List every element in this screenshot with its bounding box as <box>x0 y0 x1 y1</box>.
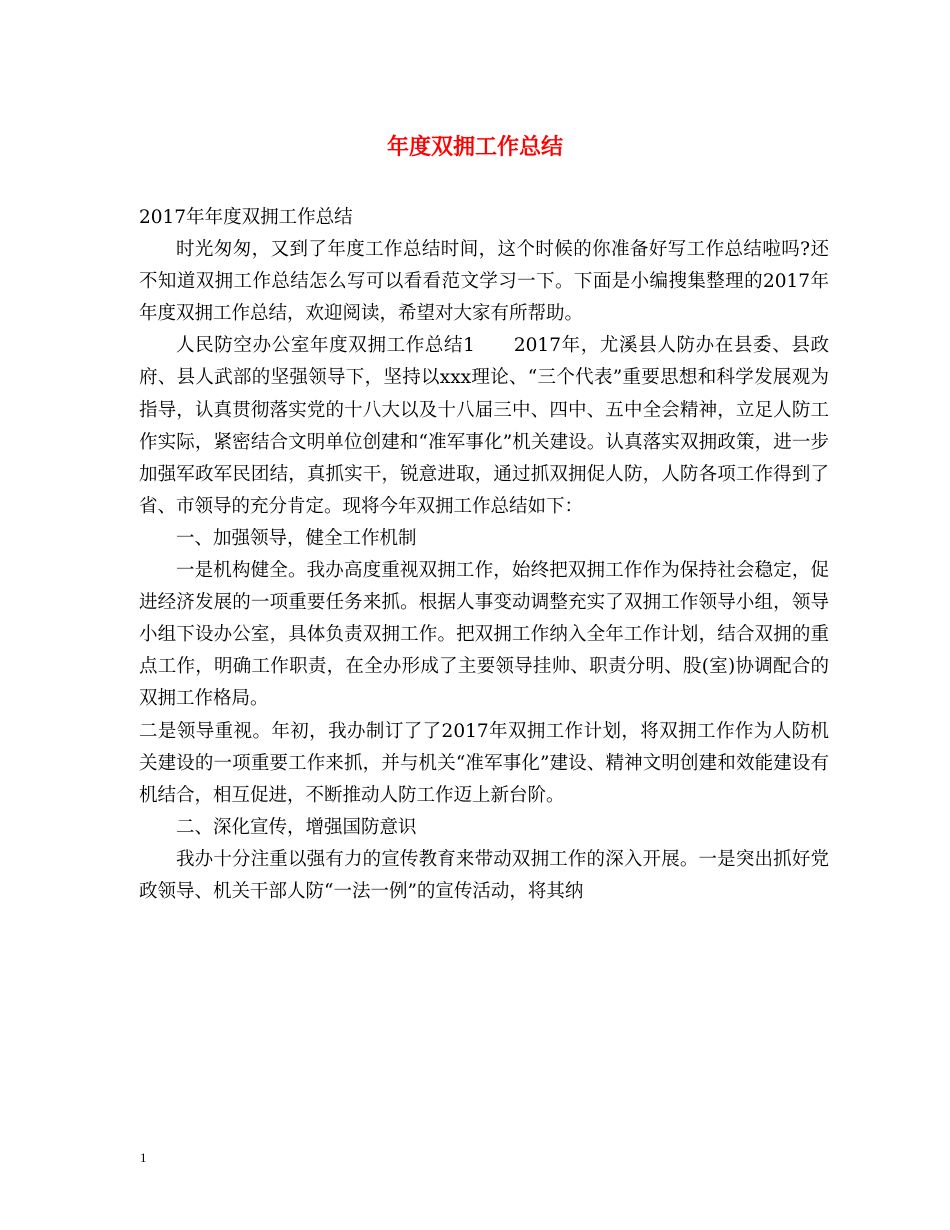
document-body <box>139 202 829 908</box>
page-number: 1 <box>140 1150 147 1165</box>
paragraph-intro: 时光匆匆，又到了年度工作总结时间，这个时候的你准备好写工作总结啦吗?还不知道双拥工作总结怎么写可以看看范文学习一下。下面是小编搜集整理的2017年年度双拥工作总结，欢迎阅读，希望对大家有所帮助。 <box>139 239 829 325</box>
section-heading-1: 一、加强领导，健全工作机制 <box>176 527 417 549</box>
document-subtitle: 2017年年度双拥工作总结 <box>139 207 353 228</box>
paragraph-organization: 一是机构健全。我办高度重视双拥工作，始终把双拥工作作为保持社会稳定，促进经济发展的一项重要任务来抓。根据人事变动调整充实了双拥工作领导小组，领导小组下设办公室，具体负责双拥工作。把双拥工作纳入全年工作计划，结合双拥的重点工作，明确工作职责，在全办形成了主要领导挂帅、职责分明、股(室)协调配合的双拥工作格局。 <box>139 560 829 710</box>
paragraph-overview: 人民防空办公室年度双拥工作总结1 2017年，尤溪县人防办在县委、县政府、县人武部的坚强领导下，坚持以xxx理论、“三个代表”重要思想和科学发展观为指导，认真贯彻落实党的十八大以及十八届三中、四中、五中全会精神，立足人防工作实际，紧密结合文明单位创建和“准军事化”机关建设。认真落实双拥政策，进一步加强军政军民团结，真抓实干，锐意进取，通过抓双拥促人防，人防各项工作得到了省、市领导的充分肯定。现将今年双拥工作总结如下： <box>139 335 829 517</box>
paragraph-publicity: 我办十分注重以强有力的宣传教育来带动双拥工作的深入开展。一是突出抓好党政领导、机关干部人防“一法一例”的宣传活动，将其纳 <box>139 848 829 902</box>
paragraph-leadership: 二是领导重视。年初，我办制订了了2017年双拥工作计划，将双拥工作作为人防机关建设的一项重要工作来抓，并与机关“准军事化”建设、精神文明创建和效能建设有机结合，相互促进，不断推动人防工作迈上新台阶。 <box>139 720 829 806</box>
document-title: 年度双拥工作总结 <box>386 135 563 160</box>
section-heading-2: 二、深化宣传，增强国防意识 <box>176 816 417 838</box>
